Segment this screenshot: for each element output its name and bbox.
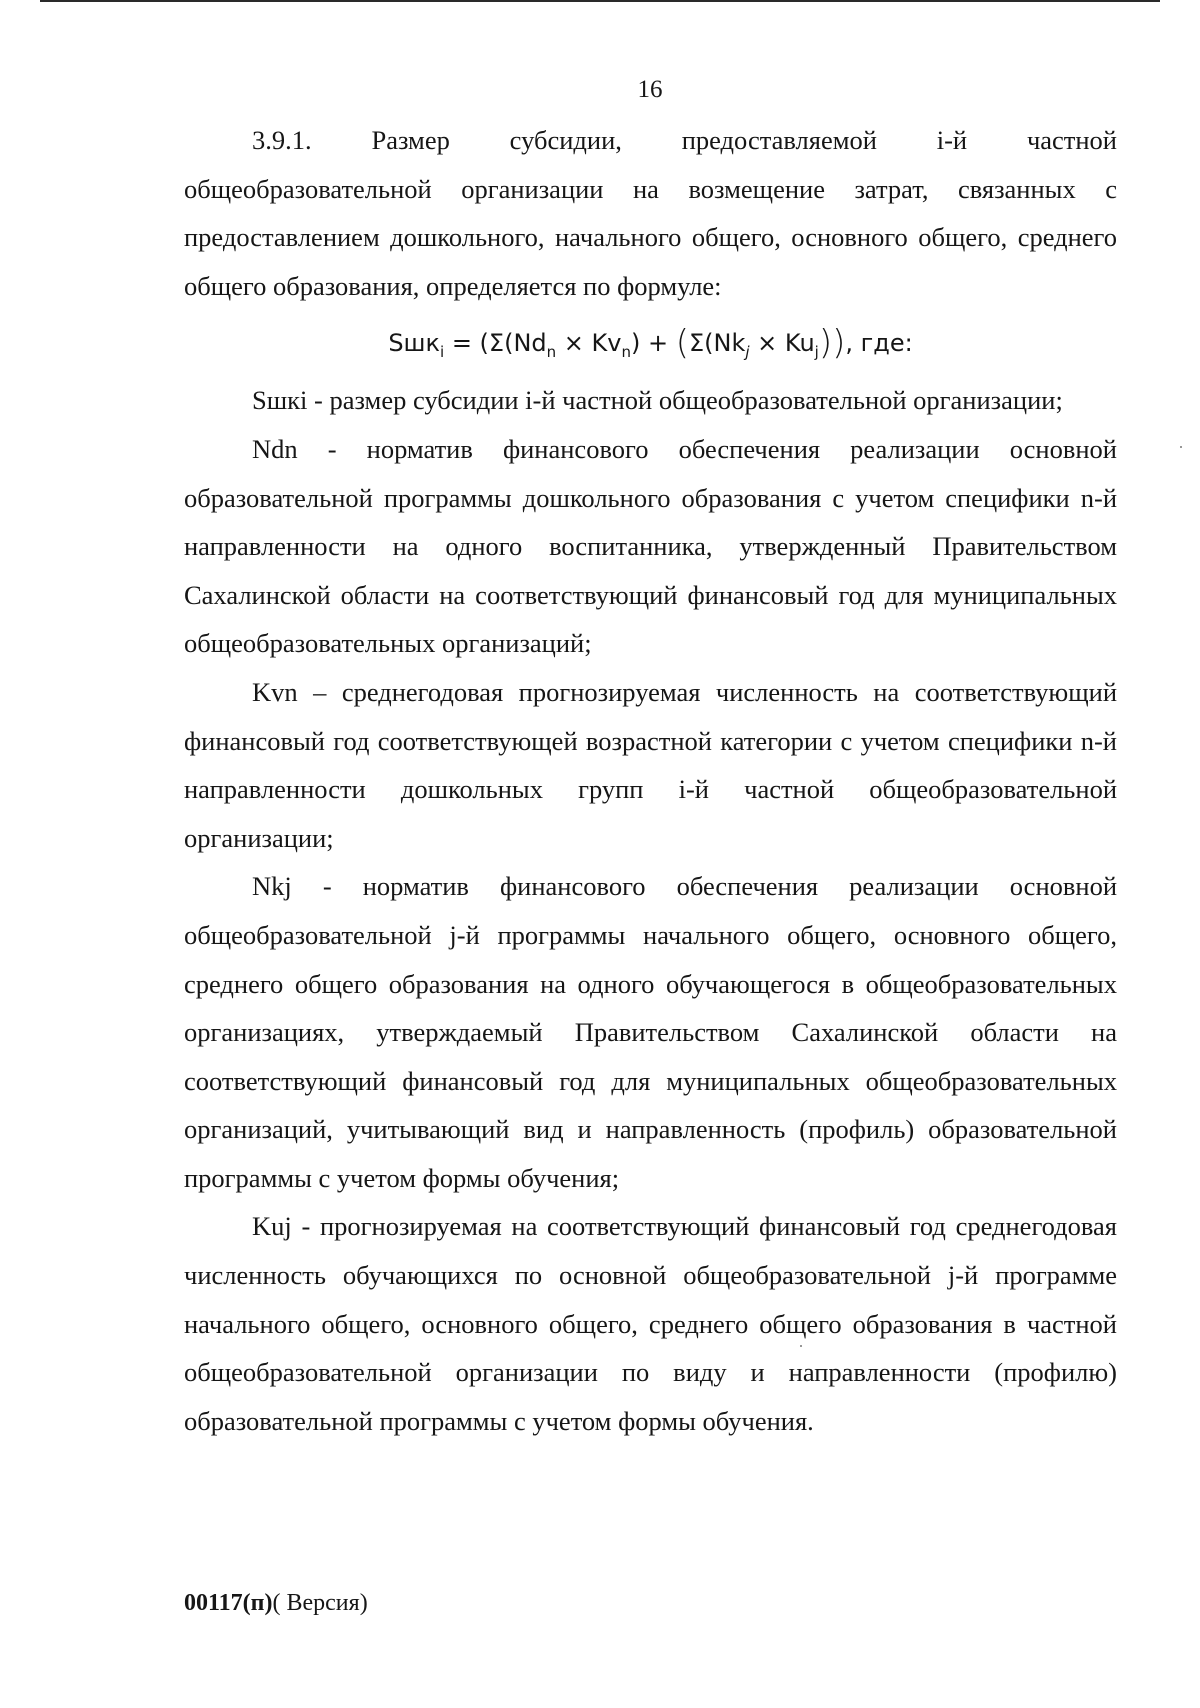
scan-speck: [1180, 446, 1182, 448]
formula-sub-j1: j: [745, 343, 750, 362]
definition-kvn: Kvn – среднегодовая прогнозируемая численность на соответствующий финансовый год соответствующей возрастной категории с учетом специфики n-й направленности дошкольных групп i-й частной общеобразовательной организации;: [184, 676, 1117, 853]
formula-sub-j2: j: [814, 343, 819, 362]
page-number: 16: [637, 76, 663, 103]
paragraph-3-9-1: общеобразовательной организации на возмещение затрат, связанных с предоставлением дошкольного, начального общего, основного общего, среднего общего образования, определяется по формуле:: [184, 173, 1117, 301]
formula-tail: , где:: [845, 329, 913, 358]
formula-lhs-sub: i: [440, 343, 445, 362]
document-footer: [184, 1590, 368, 1617]
definition-nkj: Nkj - норматив финансового обеспечения реализации основной общеобразовательной j-й программы начального общего, основного общего, среднего общего образования на одного обучающегося в общеобразовательных организациях, утверждаемый Правительством Сахалинской области на соответствующий финансовый год для муниципальных общеобразовательных организаций, учитывающий вид и направленность (профиль) образовательной программы с учетом формы обучения;: [184, 871, 1117, 1193]
paragraph-3-9-1-first-line: 3.9.1. Размер субсидии, предоставляемой i-й частной: [252, 125, 1117, 155]
formula-lhs: Sшк: [388, 329, 441, 358]
definition-ndn: Ndn - норматив финансового обеспечения реализации основной образовательной программы дошкольного образования с учетом специфики n-й направленности на одного воспитанника, утвержденный Правительством Сахалинской области на соответствующий финансовый год для муниципальных общеобразовательных организаций;: [184, 433, 1117, 659]
definition-sshk: Sшкi - размер субсидии i-й частной общеобразовательной организации;: [252, 385, 1063, 416]
formula-part-3: ) +: [630, 329, 676, 358]
subsidy-formula: [184, 310, 1117, 376]
formula-part-1: = (Σ(Nd: [444, 329, 547, 358]
definition-kuj: Kuj - прогнозируемая на соответствующий финансовый год среднегодовая численность обучающихся по основной общеобразовательной j-й программе начального общего, основного общего, среднего общего образования в частной общеобразовательной организации по виду и направленности (профилю) образовательной программы с учетом формы обучения.: [184, 1211, 1117, 1436]
formula-part-4: Σ(Nk: [688, 329, 746, 358]
document-version: ( Версия): [272, 1590, 368, 1616]
formula-close-inner-paren: ): [818, 323, 833, 364]
formula-sub-n2: n: [621, 343, 631, 362]
scan-speck: [800, 1345, 802, 1347]
formula-sub-n1: n: [546, 343, 557, 362]
document-code: 00117(п): [184, 1590, 273, 1616]
scan-top-edge: [40, 0, 1160, 2]
document-body: [184, 116, 1117, 1445]
formula-close-paren: ): [832, 323, 846, 364]
formula-open-paren: (: [675, 323, 689, 364]
formula-part-2: × Kv: [556, 329, 622, 358]
formula-part-5: × Ku: [749, 329, 815, 358]
